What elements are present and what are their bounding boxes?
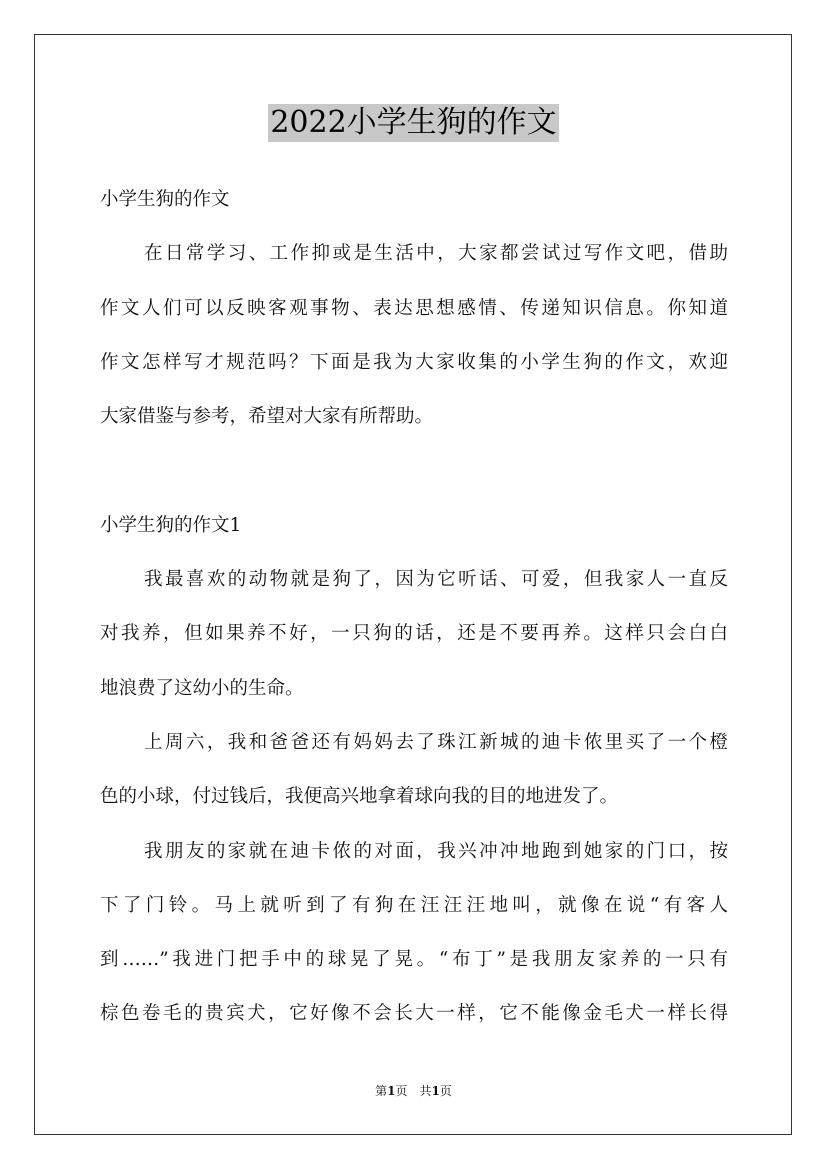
title-container <box>0 104 827 142</box>
paragraph-line: 我最喜欢的动物就是狗了，因为它听话、可爱，但我家人一直反 <box>144 569 728 591</box>
paragraph-line: 色的小球，付过钱后，我便高兴地拿着球向我的目的地进发了。 <box>100 786 619 808</box>
paragraph-line: 下了门铃。马上就听到了有狗在汪汪汪地叫，就像在说“有客人 <box>100 894 728 916</box>
paragraph-line: 作文怎样写才规范吗？下面是我为大家收集的小学生狗的作文，欢迎 <box>100 351 728 373</box>
footer-page-suffix: 页 <box>439 1084 452 1098</box>
paragraph-line: 作文人们可以反映客观事物、表达思想感情、传递知识信息。你知道 <box>100 297 728 319</box>
page-footer <box>0 1083 827 1099</box>
blank-line <box>100 444 728 498</box>
paragraph-line: 对我养，但如果养不好，一只狗的话，还是不要再养。这样只会白白 <box>100 623 728 645</box>
paragraph-line: 我朋友的家就在迪卡侬的对面，我兴冲冲地跑到她家的门口，按 <box>144 840 728 862</box>
paragraph-line: 地浪费了这幼小的生命。 <box>100 677 304 699</box>
paragraph-line: 大家借鉴与参考，希望对大家有所帮助。 <box>100 406 434 428</box>
paragraph-line: 在日常学习、工作抑或是生活中，大家都尝试过写作文吧，借助 <box>144 243 728 265</box>
document-body <box>100 173 728 1042</box>
section-heading: 小学生狗的作文 <box>100 189 230 210</box>
footer-page-current: 1 <box>387 1084 396 1098</box>
paragraph-line: 上周六，我和爸爸还有妈妈去了珠江新城的迪卡侬里买了一个橙 <box>144 731 728 753</box>
footer-page-total: 1 <box>431 1084 440 1098</box>
footer-page-prefix: 第 <box>375 1084 388 1098</box>
document-title: 2022小学生狗的作文 <box>270 105 557 140</box>
section-heading: 小学生狗的作文1 <box>100 514 242 536</box>
paragraph-line: 棕色卷毛的贵宾犬，它好像不会长大一样，它不能像金毛犬一样长得 <box>100 1003 728 1025</box>
footer-page-mid: 页 共 <box>395 1084 432 1098</box>
paragraph-line: 到……”我进门把手中的球晃了晃。“布丁”是我朋友家养的一只有 <box>100 949 728 971</box>
